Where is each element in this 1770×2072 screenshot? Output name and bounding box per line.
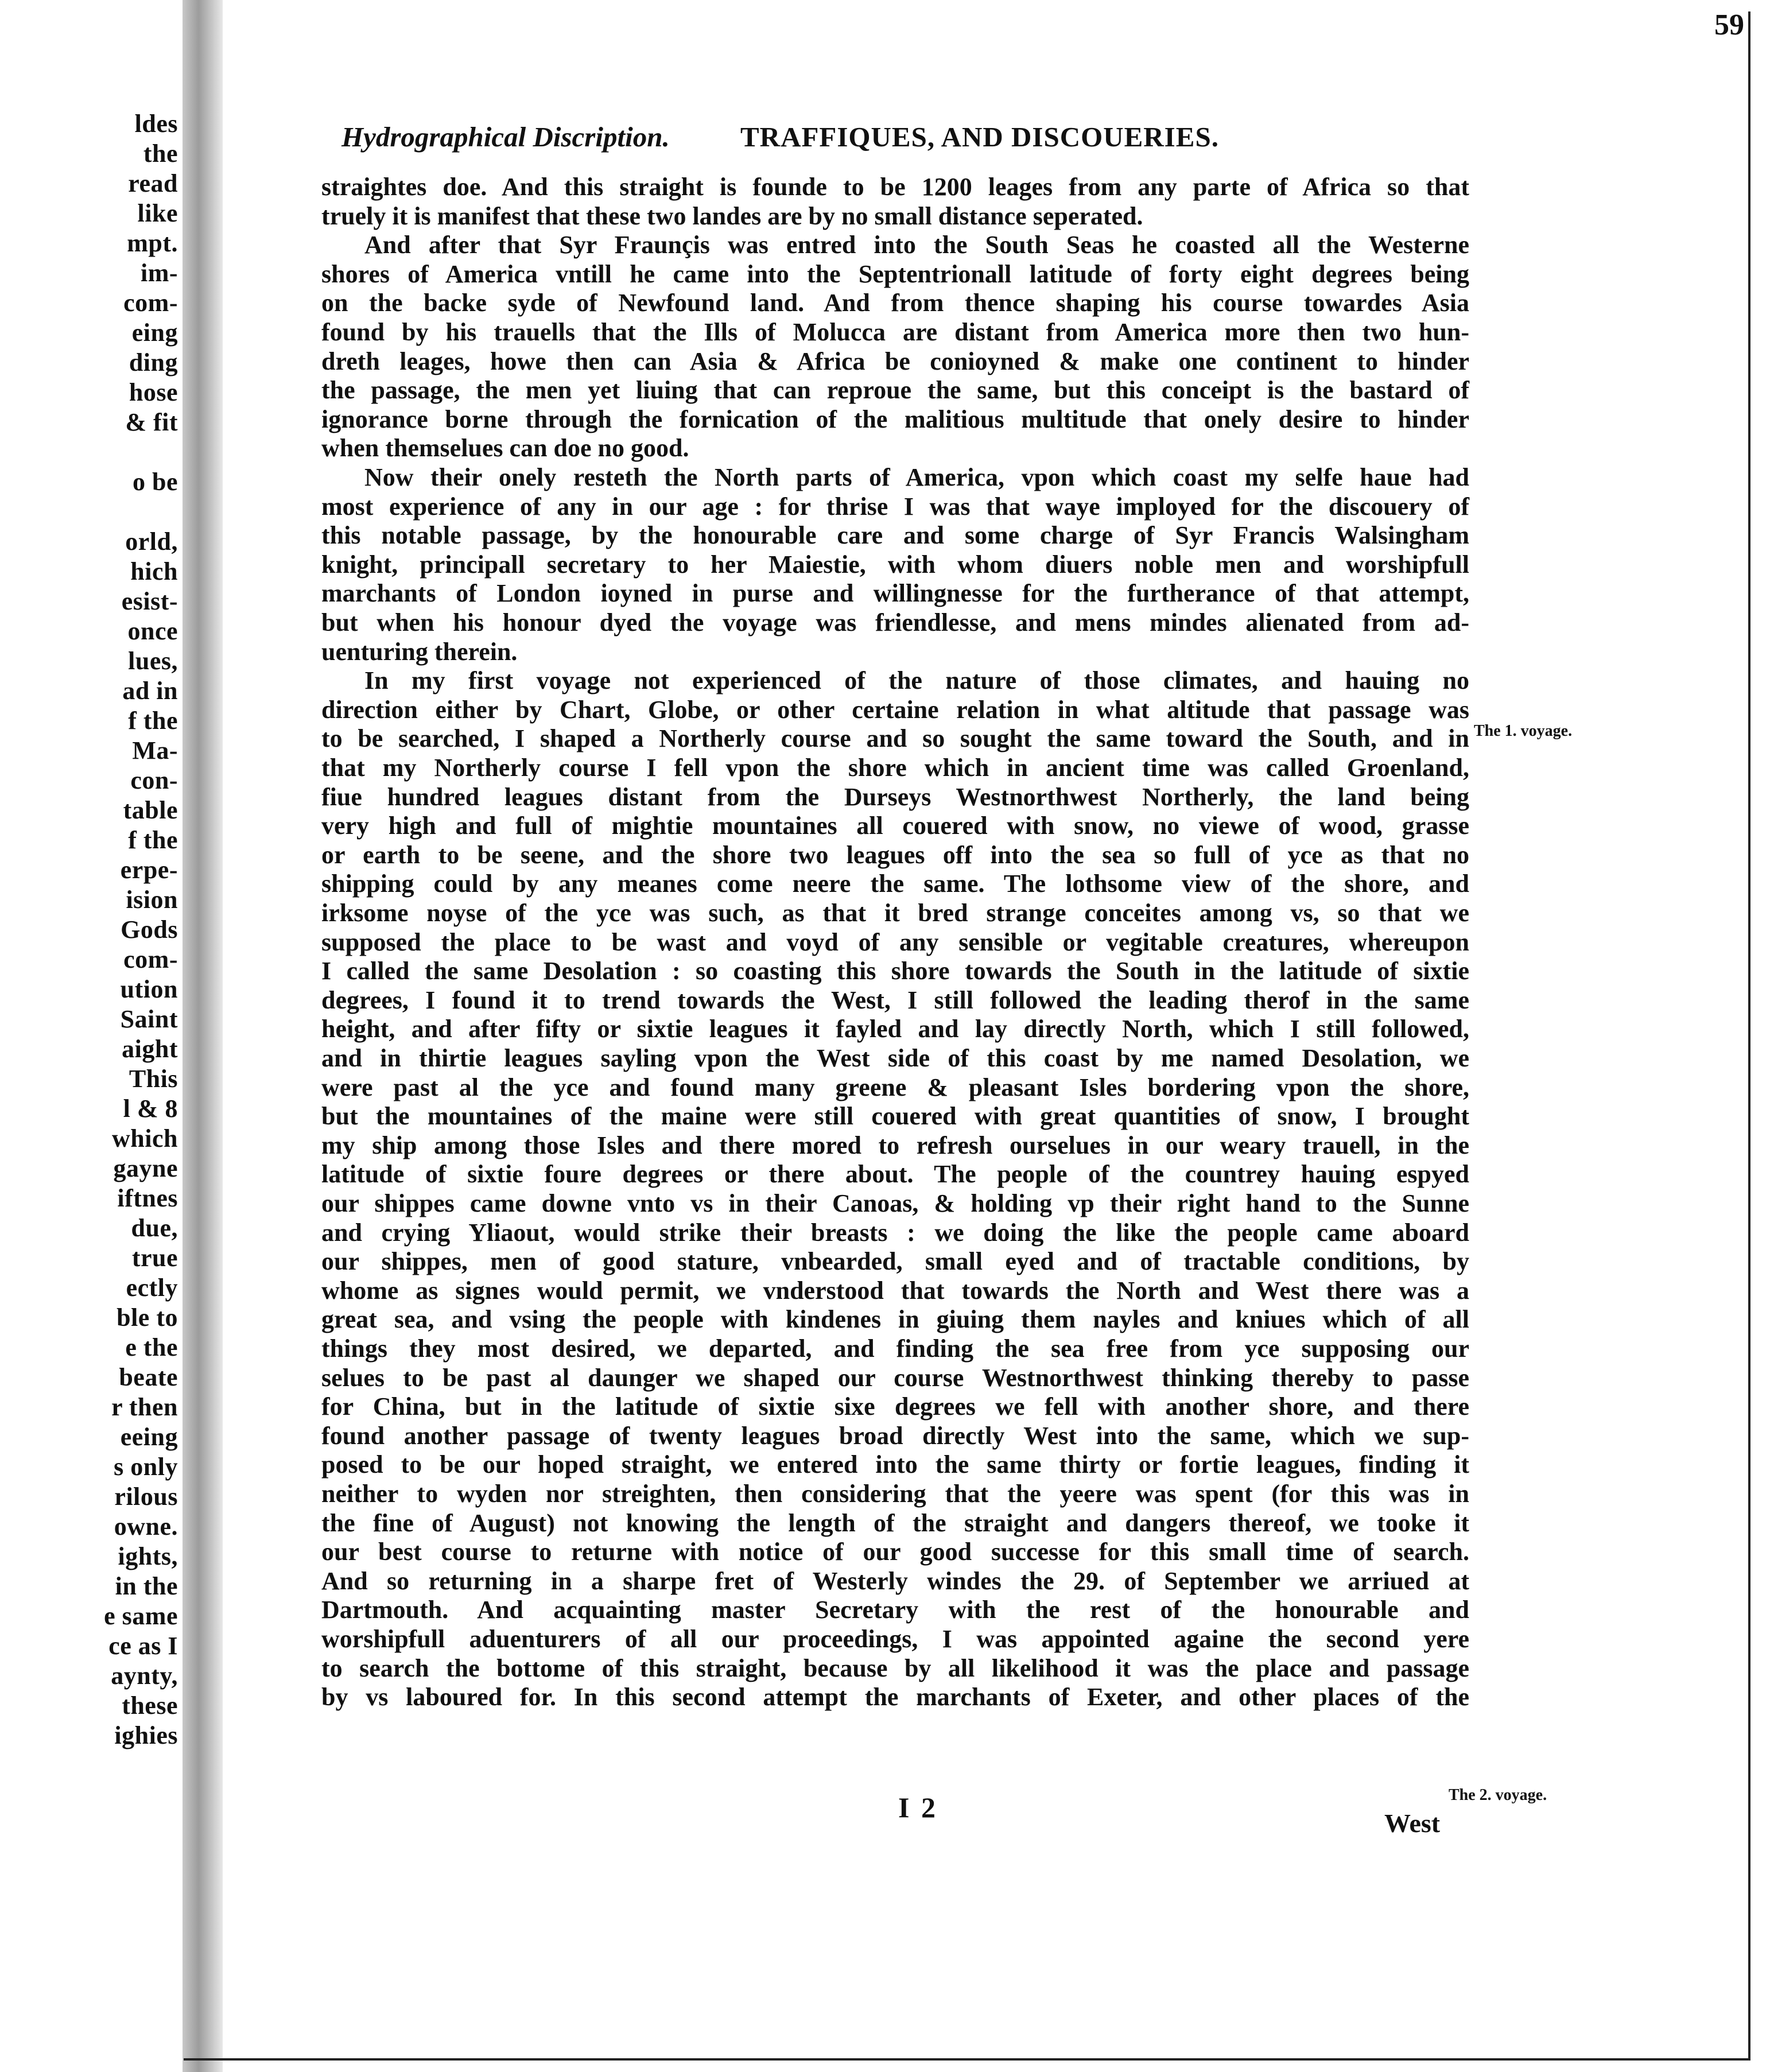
facing-page-line: ce as I xyxy=(108,1632,178,1660)
margin-note-second-voyage: The 2. voyage. xyxy=(1449,1786,1547,1804)
text-line: were past al the yce and found many greene & pleasant Isles bordering vpon the shore, xyxy=(321,1073,1469,1101)
facing-page-line: e the xyxy=(125,1333,178,1361)
facing-page-line: which xyxy=(112,1124,178,1153)
facing-page-line: Ma- xyxy=(132,736,178,765)
page-number: 59 xyxy=(1714,9,1744,41)
text-line: things they most desired, we departed, and finding the sea free from yce supposing our xyxy=(321,1334,1469,1363)
facing-page-line: gayne xyxy=(113,1154,178,1182)
text-line: but when his honour dyed the voyage was friendlesse, and mens mindes alienated from ad- xyxy=(321,608,1469,637)
text-line: And so returning in a sharpe fret of Westerly windes the 29. of September we arriued at xyxy=(321,1566,1469,1595)
text-line: our best course to returne with notice of our good successe for this small time of search. xyxy=(321,1538,1469,1566)
facing-page-line: l & 8 xyxy=(123,1095,178,1123)
facing-page-line: com- xyxy=(123,289,178,317)
facing-page-line: table xyxy=(123,796,178,824)
running-title-left: Hydrographical Discription. xyxy=(341,121,670,153)
text-line: very high and full of mightie mountaines all couered with snow, no viewe of wood, grasse xyxy=(321,812,1469,840)
text-line: our shippes, men of good stature, vnbearded, small eyed and of tractable conditions, by xyxy=(321,1247,1469,1276)
text-line: supposed the place to be wast and voyd of any sensible or vegitable creatures, whereupon xyxy=(321,928,1469,956)
text-line: my ship among those Isles and there mored to refresh ourselues in our weary trauell, in the xyxy=(321,1131,1469,1159)
facing-page-line: iftnes xyxy=(117,1184,178,1212)
facing-page-line: owne. xyxy=(114,1512,178,1541)
text-line: fiue hundred leagues distant from the Durseys Westnorthwest Northerly, the land being xyxy=(321,782,1469,811)
facing-page-line: lues, xyxy=(128,647,178,675)
text-line: straightes doe. And this straight is founde to be 1200 leages from any parte of Africa so that xyxy=(321,173,1469,201)
running-header xyxy=(341,121,1633,161)
facing-page-line: con- xyxy=(130,766,178,794)
text-line: marchants of London ioyned in purse and willingnesse for the furtherance of that attempt, xyxy=(321,579,1469,608)
text-line: Dartmouth. And acquainting master Secretary with the rest of the honourable and xyxy=(321,1596,1469,1624)
text-line: I called the same Desolation : so coasting this shore towards the South in the latitude of sixtie xyxy=(321,957,1469,985)
text-line: And after that Syr Fraunçis was entred into the South Seas he coasted all the Westerne xyxy=(364,231,1469,259)
facing-page-line: & fit xyxy=(125,408,178,436)
facing-page-line: in the xyxy=(115,1572,178,1600)
facing-page-line: aynty, xyxy=(111,1662,178,1690)
facing-page-line: orld, xyxy=(125,527,178,556)
facing-page-line: This xyxy=(129,1065,178,1093)
facing-page-line: ldes xyxy=(134,110,178,138)
facing-page-line: these xyxy=(122,1691,178,1720)
facing-page-line: beate xyxy=(119,1363,178,1391)
facing-page-line: due, xyxy=(131,1214,178,1242)
text-line: our shippes came downe vnto vs in their Canoas, & holding vp their right hand to the Sunne xyxy=(321,1189,1469,1217)
facing-page-line: eing xyxy=(131,319,178,347)
text-line: direction either by Chart, Globe, or other certaine relation in what altitude that passage was xyxy=(321,695,1469,724)
facing-page-line: eeing xyxy=(120,1423,178,1451)
text-line: shipping could by any meanes come neere the same. The lothsome view of the shore, and xyxy=(321,870,1469,898)
facing-page-line: aight xyxy=(122,1035,178,1063)
facing-page-line: hich xyxy=(130,557,178,585)
facing-page-line: Gods xyxy=(121,915,178,944)
text-line: selues to be past al daunger we shaped our course Westnorthwest thinking thereby to passe xyxy=(321,1363,1469,1392)
facing-page-line: erpe- xyxy=(120,856,178,884)
text-line: to search the bottome of this straight, because by all likelihood it was the place and passage xyxy=(321,1654,1469,1682)
text-line: whome as signes would permit, we vnderstood that towards the North and West there was a xyxy=(321,1276,1469,1305)
text-line: truely it is manifest that these two landes are by no small distance seperated. xyxy=(321,201,1143,230)
text-line: to be searched, I shaped a Northerly course and so sought the same toward the South, and in xyxy=(321,724,1469,753)
text-line: Now their onely resteth the North parts of America, vpon which coast my selfe haue had xyxy=(364,463,1469,491)
facing-page-line: the xyxy=(143,139,178,168)
text-line: found by his trauells that the Ills of Molucca are distant from America more then two hun- xyxy=(321,318,1469,346)
facing-page-line: like xyxy=(137,199,178,227)
text-line: most experience of any in our age : for thrise I was that waye imployed for the discouery of xyxy=(321,492,1469,521)
text-line: great sea, and vsing the people with kindenes in giuing them nayles and kniues which of all xyxy=(321,1305,1469,1334)
text-line: that my Northerly course I fell vpon the shore which in ancient time was called Groenland, xyxy=(321,754,1469,782)
facing-page-line: read xyxy=(128,169,178,197)
facing-page-line: ision xyxy=(126,886,178,914)
facing-page-line: com- xyxy=(123,945,178,973)
facing-page-line: o be xyxy=(133,468,178,496)
facing-page-line: e same xyxy=(104,1602,178,1630)
facing-page-fragment xyxy=(0,109,178,1831)
text-line: the passage, the men yet liuing that can reproue the same, but this conceipt is the bastard of xyxy=(321,376,1469,405)
margin-note-first-voyage: The 1. voyage. xyxy=(1474,722,1573,740)
facing-page-line: ights, xyxy=(118,1542,178,1570)
text-line: when themselues can doe no good. xyxy=(321,434,689,463)
facing-page-line: ding xyxy=(129,348,178,377)
facing-page-line: ad in xyxy=(122,677,178,705)
text-line: irksome noyse of the yce was such, as that it bred strange conceites among vs, so that we xyxy=(321,899,1469,927)
text-line: ignorance borne through the fornication of the malitious multitude that onely desire to hinder xyxy=(321,405,1469,433)
facing-page-line: ectly xyxy=(126,1274,178,1302)
text-line: and in thirtie leagues sayling vpon the West side of this coast by me named Desolation, we xyxy=(321,1044,1469,1072)
text-line: uenturing therein. xyxy=(321,637,518,666)
facing-page-line: mpt. xyxy=(127,229,178,257)
text-line: posed to be our hoped straight, we entered into the same thirty or fortie leagues, finding it xyxy=(321,1450,1469,1479)
text-line: height, and after fifty or sixtie leagues it fayled and lay directly North, which I still followed, xyxy=(321,1015,1469,1043)
facing-page-line: true xyxy=(131,1244,178,1272)
text-line: neither to wyden nor streighten, then considering that the yeere was spent (for this was in xyxy=(321,1480,1469,1508)
text-line: on the backe syde of Newfound land. And from thence shaping his course towardes Asia xyxy=(321,289,1469,317)
facing-page-line: ution xyxy=(120,975,178,1003)
text-line: dreth leages, howe then can Asia & Africa be conioyned & make one continent to hinder xyxy=(321,347,1469,375)
facing-page-line: f the xyxy=(128,826,178,854)
facing-page-line: ble to xyxy=(117,1303,178,1332)
text-line: latitude of sixtie foure degrees or there about. The people of the countrey hauing espyed xyxy=(321,1160,1469,1189)
text-line: In my first voyage not experienced of the nature of those climates, and hauing no xyxy=(364,666,1469,695)
text-line: by vs laboured for. In this second attempt the marchants of Exeter, and other places of the xyxy=(321,1683,1469,1712)
text-line: but the mountaines of the maine were still couered with great quantities of snow, I brought xyxy=(321,1102,1469,1131)
facing-page-line: hose xyxy=(129,378,178,406)
text-line: knight, principall secretary to her Maiestie, with whom diuers noble men and worshipfull xyxy=(321,550,1469,579)
text-line: and crying Yliaout, would strike their breasts : we doing the like the people came aboard xyxy=(321,1218,1469,1247)
text-line: this notable passage, by the honourable care and some charge of Syr Francis Walsingham xyxy=(321,521,1469,550)
text-line: found another passage of twenty leagues broad directly West into the same, which we sup- xyxy=(321,1421,1469,1450)
facing-page-line: f the xyxy=(128,707,178,735)
facing-page-line: rilous xyxy=(114,1483,178,1511)
facing-page-line: once xyxy=(127,617,178,645)
catchword: West xyxy=(1384,1809,1441,1838)
text-line: or earth to be seene, and the shore two leagues off into the sea so full of yce as that no xyxy=(321,840,1469,869)
facing-page-line: esist- xyxy=(121,587,178,615)
text-line: degrees, I found it to trend towards the West, I still followed the leading therof in the same xyxy=(321,985,1469,1014)
facing-page-line: ighies xyxy=(114,1721,178,1749)
facing-page-line: Saint xyxy=(120,1005,178,1033)
facing-page-line: r then xyxy=(111,1393,178,1421)
signature-mark: I 2 xyxy=(898,1791,938,1823)
facing-page-line: s only xyxy=(114,1453,178,1481)
text-line: the fine of August) not knowing the length of the straight and dangers thereof, we tooke it xyxy=(321,1508,1469,1537)
running-title-center: TRAFFIQUES, AND DISCOUERIES. xyxy=(740,121,1219,153)
text-line: worshipfull aduenturers of all our proceedings, I was appointed againe the second yere xyxy=(321,1625,1469,1653)
text-line: for China, but in the latitude of sixtie sixe degrees we fell with another shore, and there xyxy=(321,1392,1469,1421)
facing-page-line: im- xyxy=(140,259,178,287)
text-line: shores of America vntill he came into the Septentrionall latitude of forty eight degrees being xyxy=(321,259,1469,288)
